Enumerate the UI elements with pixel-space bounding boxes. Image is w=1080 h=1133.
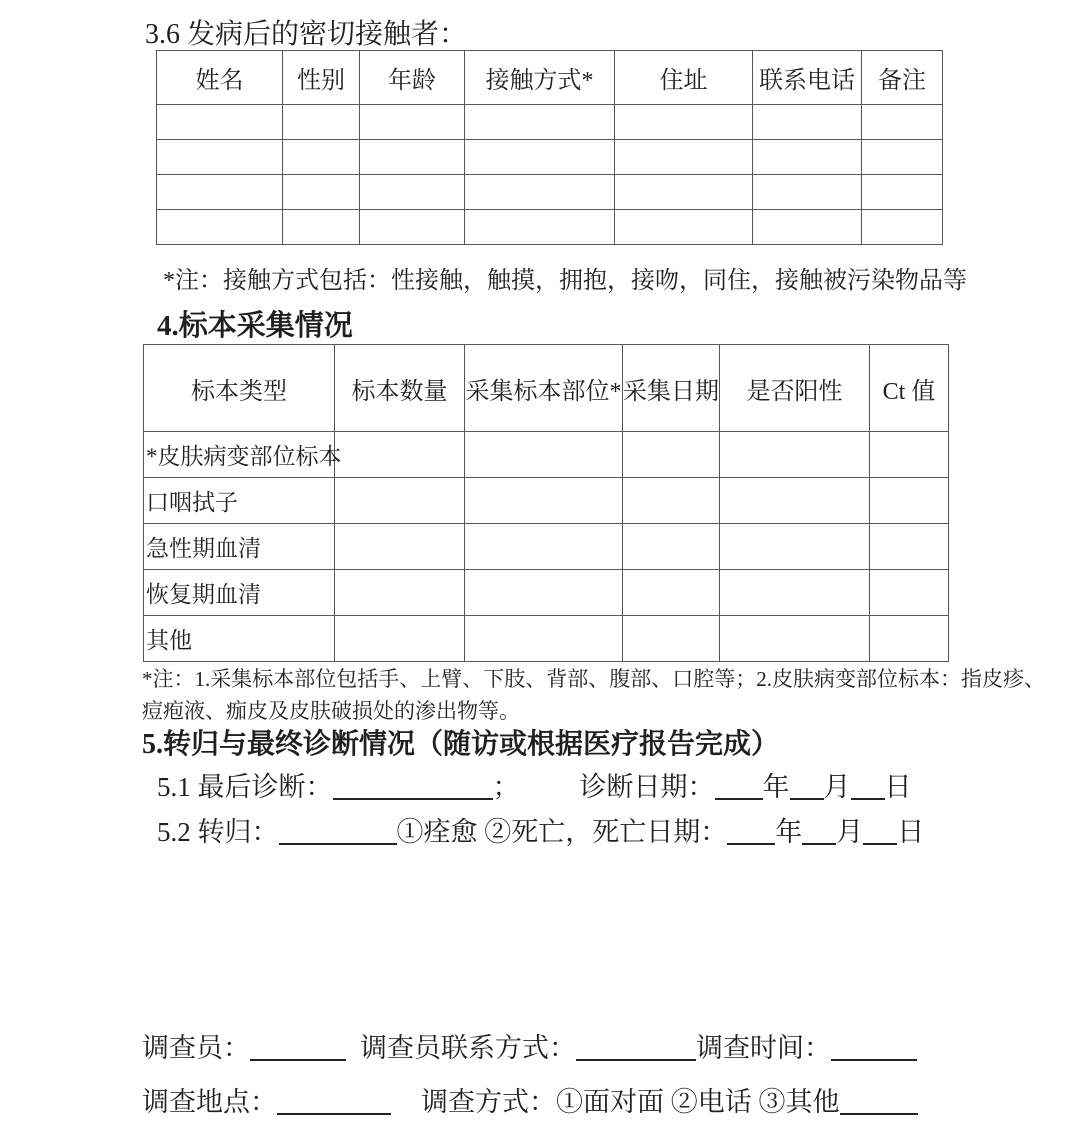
row-label-cell: 口咽拭子 (144, 478, 335, 524)
column-header: 是否阳性 (720, 345, 870, 432)
section-5-title: 5.转归与最终诊断情况（随访或根据医疗报告完成） (142, 729, 780, 760)
empty-cell (335, 524, 465, 570)
empty-cell (862, 175, 943, 210)
empty-cell (465, 210, 615, 245)
column-header: 联系电话 (753, 51, 862, 105)
empty-cell (720, 478, 870, 524)
section-3-6-title: 3.6 发病后的密切接触者： (145, 19, 468, 50)
line-text: 调查方式：①面对面 ②电话 ③其他 (421, 1087, 840, 1117)
empty-cell (283, 175, 360, 210)
empty-cell (862, 140, 943, 175)
blank-underline (790, 771, 824, 800)
column-header: 姓名 (157, 51, 283, 105)
column-header: 住址 (615, 51, 753, 105)
line-text: 日 (897, 817, 925, 847)
empty-cell (335, 616, 465, 662)
empty-cell (862, 210, 943, 245)
blank-underline (277, 1086, 391, 1115)
empty-cell (283, 105, 360, 140)
empty-cell (465, 616, 623, 662)
contact-method-note: *注：接触方式包括：性接触，触摸，拥抱，接吻，同住，接触被污染物品等 (163, 268, 967, 294)
outcome-line (157, 810, 924, 849)
line-text: 月 (823, 772, 851, 802)
row-label-cell: 恢复期血清 (144, 570, 335, 616)
empty-cell (623, 616, 720, 662)
empty-cell (870, 524, 949, 570)
empty-cell (623, 570, 720, 616)
empty-cell (157, 105, 283, 140)
empty-cell (615, 140, 753, 175)
empty-cell (157, 175, 283, 210)
column-header: 标本类型 (144, 345, 335, 432)
final-diagnosis-line (157, 765, 912, 804)
row-label-cell: 其他 (144, 616, 335, 662)
empty-cell (720, 432, 870, 478)
empty-cell (465, 432, 623, 478)
blank-underline (840, 1086, 918, 1115)
empty-cell (623, 432, 720, 478)
line-text: 调查时间： (696, 1033, 831, 1063)
empty-cell (623, 524, 720, 570)
empty-cell (335, 478, 465, 524)
empty-cell (360, 175, 465, 210)
row-label-cell: 急性期血清 (144, 524, 335, 570)
blank-underline (831, 1032, 917, 1061)
empty-cell (615, 105, 753, 140)
empty-cell (360, 210, 465, 245)
empty-cell (360, 105, 465, 140)
empty-cell (465, 478, 623, 524)
column-header: 备注 (862, 51, 943, 105)
empty-cell (615, 210, 753, 245)
line-text: 日 (884, 772, 912, 802)
blank-underline (802, 816, 836, 845)
blank-underline (863, 816, 897, 845)
column-header: 性别 (283, 51, 360, 105)
column-header: 年龄 (360, 51, 465, 105)
row-label-cell: *皮肤病变部位标本 (144, 432, 335, 478)
empty-cell (870, 478, 949, 524)
empty-cell (753, 105, 862, 140)
close-contacts-table (156, 50, 943, 245)
empty-cell (283, 140, 360, 175)
column-header: 接触方式* (465, 51, 615, 105)
blank-underline (576, 1032, 696, 1061)
line-text: 调查地点： (142, 1087, 277, 1117)
specimen-note-line-2: 痘疱液、痂皮及皮肤破损处的渗出物等。 (142, 699, 520, 723)
empty-cell (465, 175, 615, 210)
empty-cell (870, 432, 949, 478)
specimen-collection-table (143, 344, 949, 662)
empty-cell (360, 140, 465, 175)
empty-cell (465, 524, 623, 570)
empty-cell (157, 140, 283, 175)
empty-cell (335, 432, 465, 478)
investigation-location-line (142, 1080, 918, 1119)
empty-cell (283, 210, 360, 245)
line-text: 调查员联系方式： (360, 1033, 576, 1063)
line-text: ①痊愈 ②死亡，死亡日期： (396, 817, 728, 847)
blank-underline (333, 771, 493, 800)
blank-underline (851, 771, 885, 800)
empty-cell (465, 570, 623, 616)
line-text: ； (492, 772, 520, 802)
specimen-note (142, 663, 1045, 727)
empty-cell (870, 616, 949, 662)
empty-cell (753, 140, 862, 175)
empty-cell (335, 570, 465, 616)
line-text: 年 (762, 772, 790, 802)
column-header: 采集日期 (623, 345, 720, 432)
investigator-line (142, 1026, 917, 1065)
line-text: 5.1 最后诊断： (157, 772, 333, 802)
empty-cell (720, 570, 870, 616)
empty-cell (615, 175, 753, 210)
empty-cell (870, 570, 949, 616)
empty-cell (862, 105, 943, 140)
column-header: 采集标本部位* (465, 345, 623, 432)
blank-underline (727, 816, 775, 845)
empty-cell (753, 210, 862, 245)
empty-cell (465, 105, 615, 140)
column-header: Ct 值 (870, 345, 949, 432)
line-text: 诊断日期： (579, 772, 715, 802)
section-4-title: 4.标本采集情况 (157, 310, 353, 342)
specimen-note-line-1: *注：1.采集标本部位包括手、上臂、下肢、背部、腹部、口腔等；2.皮肤病变部位标本：指皮疹、 (142, 667, 1045, 691)
line-text: 5.2 转归： (157, 817, 279, 847)
empty-cell (623, 478, 720, 524)
empty-cell (720, 524, 870, 570)
column-header: 标本数量 (335, 345, 465, 432)
empty-cell (720, 616, 870, 662)
blank-underline (279, 816, 397, 845)
empty-cell (157, 210, 283, 245)
line-text: 月 (836, 817, 864, 847)
line-text: 调查员： (142, 1033, 250, 1063)
blank-underline (250, 1032, 346, 1061)
blank-underline (715, 771, 763, 800)
empty-cell (465, 140, 615, 175)
line-text: 年 (775, 817, 803, 847)
empty-cell (753, 175, 862, 210)
